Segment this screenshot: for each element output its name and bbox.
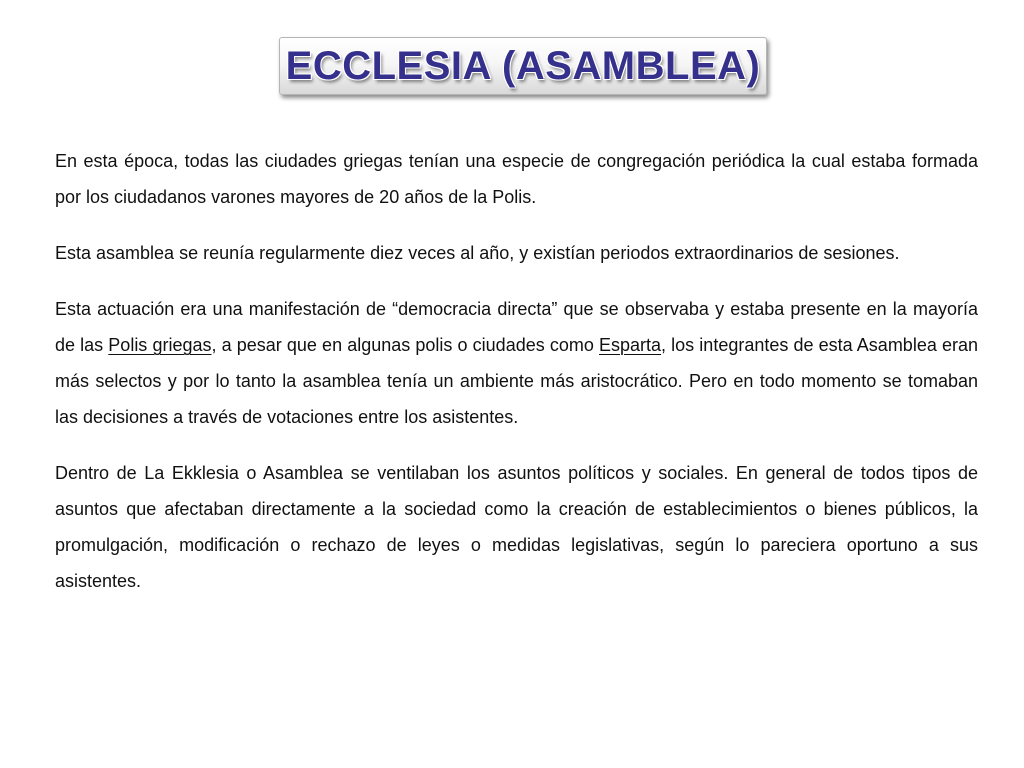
esparta-link[interactable]: Esparta: [599, 335, 662, 355]
paragraph-3-text-end: , los integrantes de esta Asamblea eran más selectos y por lo tanto la asamblea tenía un ambiente más aristocrático. Pero en todo momento se tomaban las decisiones a través de votaciones entre los asistentes.: [55, 335, 978, 427]
paragraph-3-text-start: Esta actuación era una manifestación de “democracia directa” que se observaba y estaba presente en la mayoría de las: [55, 299, 978, 355]
paragraph-3-text-middle: , a pesar que en algunas polis o ciudades como: [211, 335, 599, 355]
paragraph-2: Esta asamblea se reunía regularmente diez veces al año, y existían periodos extraordinarios de sesiones.: [55, 243, 900, 263]
polis-griegas-link[interactable]: Polis griegas: [108, 335, 212, 355]
slide-body: [55, 143, 978, 599]
paragraph-4: Dentro de La Ekklesia o Asamblea se ventilaban los asuntos políticos y sociales. En general de todos tipos de asuntos que afectaban directamente a la sociedad como la creación de establecimientos o bienes públicos, la promulgación, modificación o rechazo de leyes o medidas legislativas, según lo pareciera oportuno a sus asistentes.: [55, 463, 978, 591]
title-banner: [279, 37, 767, 95]
slide-title: ECCLESIA (ASAMBLEA): [285, 44, 761, 88]
paragraph-1: En esta época, todas las ciudades griegas tenían una especie de congregación periódica la cual estaba formada por los ciudadanos varones mayores de 20 años de la Polis.: [55, 151, 978, 207]
paragraph-3: [55, 291, 978, 435]
